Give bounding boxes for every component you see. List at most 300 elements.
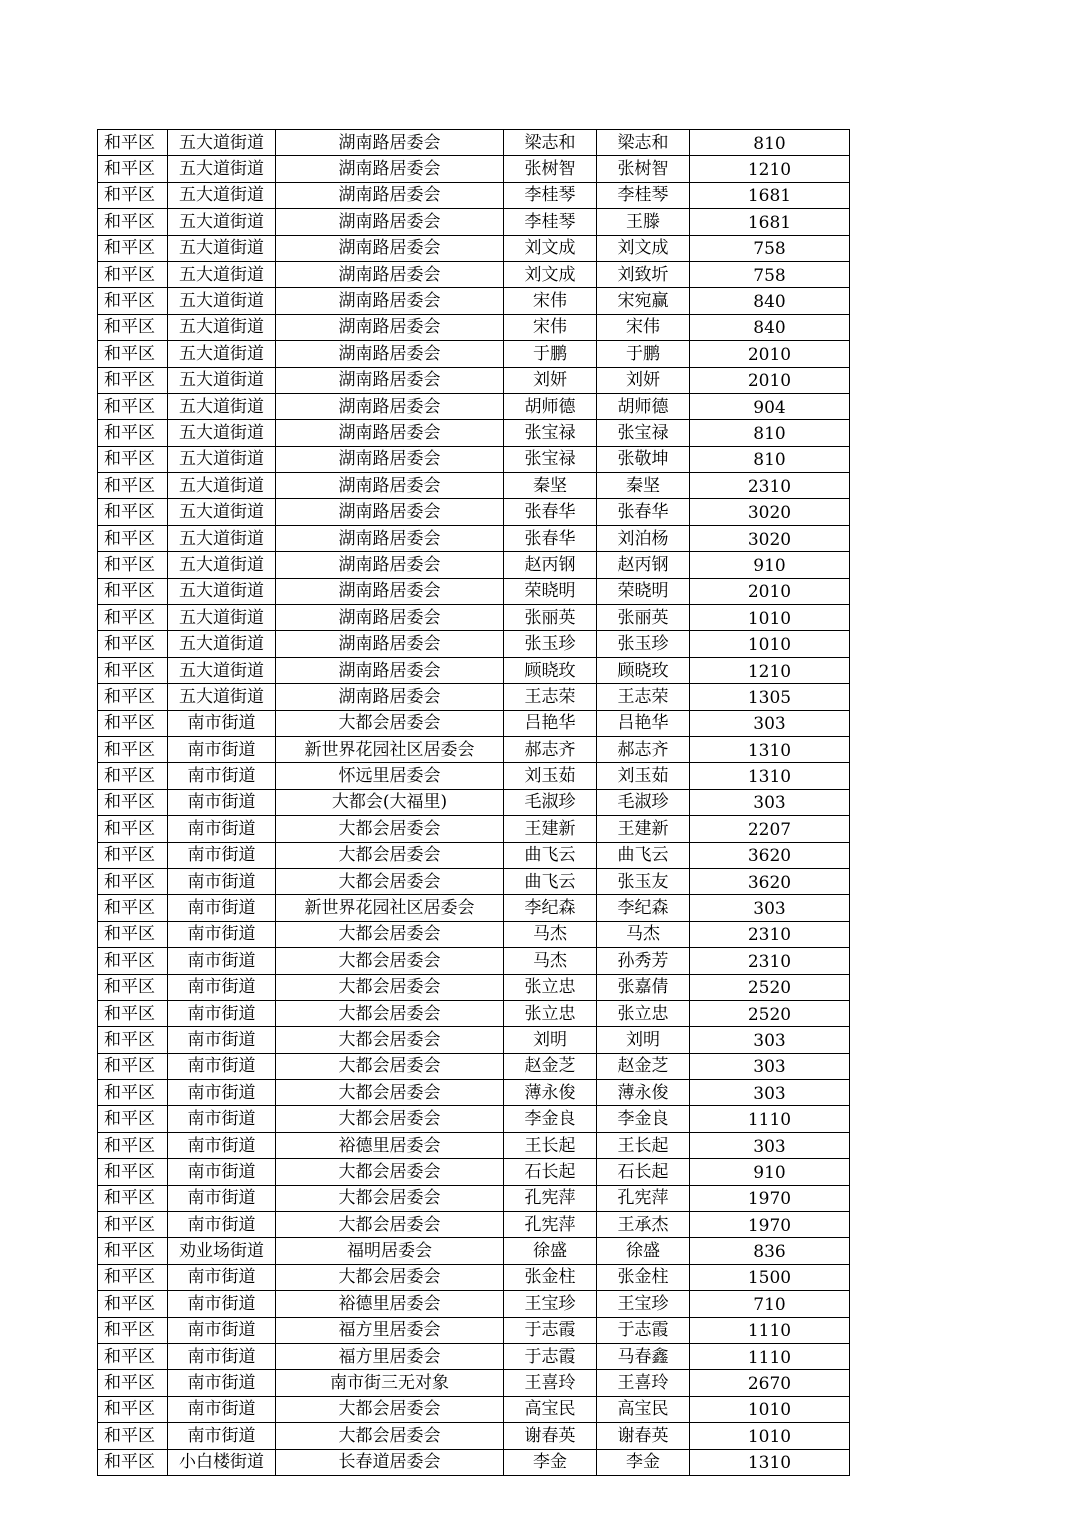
amount-cell: 910 [690, 1159, 850, 1185]
member-cell: 刘致圻 [597, 261, 690, 287]
district-cell: 和平区 [98, 948, 168, 974]
street-cell: 南市街道 [168, 1053, 276, 1079]
amount-cell: 1010 [690, 1423, 850, 1449]
district-cell: 和平区 [98, 1317, 168, 1343]
amount-cell: 1110 [690, 1317, 850, 1343]
applicant-cell: 王长起 [504, 1132, 597, 1158]
amount-cell: 3620 [690, 868, 850, 894]
applicant-cell: 马杰 [504, 948, 597, 974]
amount-cell: 303 [690, 1027, 850, 1053]
table-row [98, 974, 850, 1000]
applicant-cell: 宋伟 [504, 314, 597, 340]
applicant-cell: 张丽英 [504, 605, 597, 631]
district-cell: 和平区 [98, 1449, 168, 1475]
street-cell: 南市街道 [168, 763, 276, 789]
table-row [98, 182, 850, 208]
street-cell: 五大道街道 [168, 314, 276, 340]
amount-cell: 303 [690, 1053, 850, 1079]
member-cell: 薄永俊 [597, 1080, 690, 1106]
table-row [98, 605, 850, 631]
committee-cell: 大都会居委会 [276, 710, 504, 736]
member-cell: 张树智 [597, 156, 690, 182]
member-cell: 宋宛赢 [597, 288, 690, 314]
amount-cell: 1970 [690, 1212, 850, 1238]
amount-cell: 2310 [690, 948, 850, 974]
amount-cell: 2207 [690, 816, 850, 842]
applicant-cell: 薄永俊 [504, 1080, 597, 1106]
table-row [98, 710, 850, 736]
table-row [98, 1238, 850, 1264]
district-cell: 和平区 [98, 261, 168, 287]
committee-cell: 大都会居委会 [276, 868, 504, 894]
member-cell: 马春鑫 [597, 1343, 690, 1369]
member-cell: 吕艳华 [597, 710, 690, 736]
amount-cell: 1310 [690, 736, 850, 762]
street-cell: 南市街道 [168, 1396, 276, 1422]
applicant-cell: 李桂琴 [504, 182, 597, 208]
applicant-cell: 张金柱 [504, 1264, 597, 1290]
member-cell: 秦坚 [597, 473, 690, 499]
applicant-cell: 李金 [504, 1449, 597, 1475]
district-cell: 和平区 [98, 1080, 168, 1106]
street-cell: 五大道街道 [168, 446, 276, 472]
applicant-cell: 高宝民 [504, 1396, 597, 1422]
amount-cell: 1681 [690, 182, 850, 208]
committee-cell: 湖南路居委会 [276, 393, 504, 419]
district-cell: 和平区 [98, 868, 168, 894]
member-cell: 王喜玲 [597, 1370, 690, 1396]
table-row [98, 895, 850, 921]
street-cell: 南市街道 [168, 1027, 276, 1053]
member-cell: 荣晓明 [597, 578, 690, 604]
committee-cell: 湖南路居委会 [276, 130, 504, 156]
committee-cell: 湖南路居委会 [276, 631, 504, 657]
committee-cell: 湖南路居委会 [276, 473, 504, 499]
street-cell: 五大道街道 [168, 209, 276, 235]
street-cell: 五大道街道 [168, 552, 276, 578]
member-cell: 张春华 [597, 499, 690, 525]
committee-cell: 南市街三无对象 [276, 1370, 504, 1396]
district-cell: 和平区 [98, 1027, 168, 1053]
committee-cell: 长春道居委会 [276, 1449, 504, 1475]
committee-cell: 新世界花园社区居委会 [276, 736, 504, 762]
member-cell: 王滕 [597, 209, 690, 235]
member-cell: 石长起 [597, 1159, 690, 1185]
amount-cell: 1681 [690, 209, 850, 235]
street-cell: 南市街道 [168, 895, 276, 921]
street-cell: 南市街道 [168, 1317, 276, 1343]
member-cell: 郝志齐 [597, 736, 690, 762]
committee-cell: 大都会居委会 [276, 1396, 504, 1422]
applicant-cell: 王建新 [504, 816, 597, 842]
committee-cell: 湖南路居委会 [276, 499, 504, 525]
table-row [98, 1291, 850, 1317]
table-row [98, 288, 850, 314]
table-row [98, 1132, 850, 1158]
district-cell: 和平区 [98, 473, 168, 499]
applicant-cell: 胡师德 [504, 393, 597, 419]
committee-cell: 湖南路居委会 [276, 525, 504, 551]
applicant-cell: 刘玉茹 [504, 763, 597, 789]
applicant-cell: 曲飞云 [504, 842, 597, 868]
member-cell: 宋伟 [597, 314, 690, 340]
amount-cell: 3020 [690, 525, 850, 551]
amount-cell: 1210 [690, 156, 850, 182]
street-cell: 五大道街道 [168, 578, 276, 604]
district-cell: 和平区 [98, 367, 168, 393]
district-cell: 和平区 [98, 156, 168, 182]
applicant-cell: 王志荣 [504, 684, 597, 710]
street-cell: 南市街道 [168, 710, 276, 736]
committee-cell: 大都会居委会 [276, 1185, 504, 1211]
street-cell: 南市街道 [168, 1080, 276, 1106]
member-cell: 李桂琴 [597, 182, 690, 208]
amount-cell: 303 [690, 1132, 850, 1158]
applicant-cell: 张立忠 [504, 1000, 597, 1026]
district-cell: 和平区 [98, 288, 168, 314]
table-row [98, 684, 850, 710]
committee-cell: 大都会居委会 [276, 1080, 504, 1106]
table-row [98, 341, 850, 367]
table-row [98, 842, 850, 868]
district-cell: 和平区 [98, 1212, 168, 1238]
street-cell: 南市街道 [168, 1106, 276, 1132]
amount-cell: 810 [690, 130, 850, 156]
member-cell: 徐盛 [597, 1238, 690, 1264]
district-cell: 和平区 [98, 552, 168, 578]
member-cell: 刘玉茹 [597, 763, 690, 789]
applicant-cell: 谢春英 [504, 1423, 597, 1449]
table-row [98, 1317, 850, 1343]
member-cell: 刘泊杨 [597, 525, 690, 551]
committee-cell: 大都会居委会 [276, 1000, 504, 1026]
street-cell: 五大道街道 [168, 473, 276, 499]
street-cell: 南市街道 [168, 1000, 276, 1026]
member-cell: 刘妍 [597, 367, 690, 393]
committee-cell: 湖南路居委会 [276, 341, 504, 367]
member-cell: 刘文成 [597, 235, 690, 261]
table-row [98, 631, 850, 657]
member-cell: 李金 [597, 1449, 690, 1475]
street-cell: 南市街道 [168, 1291, 276, 1317]
district-cell: 和平区 [98, 314, 168, 340]
committee-cell: 湖南路居委会 [276, 684, 504, 710]
member-cell: 赵金芝 [597, 1053, 690, 1079]
committee-cell: 湖南路居委会 [276, 235, 504, 261]
street-cell: 南市街道 [168, 1423, 276, 1449]
table-row [98, 578, 850, 604]
committee-cell: 裕德里居委会 [276, 1132, 504, 1158]
amount-cell: 758 [690, 235, 850, 261]
committee-cell: 湖南路居委会 [276, 156, 504, 182]
table-row [98, 473, 850, 499]
applicant-cell: 张宝禄 [504, 446, 597, 472]
district-cell: 和平区 [98, 1000, 168, 1026]
street-cell: 小白楼街道 [168, 1449, 276, 1475]
street-cell: 南市街道 [168, 1132, 276, 1158]
applicant-cell: 刘妍 [504, 367, 597, 393]
committee-cell: 大都会居委会 [276, 1027, 504, 1053]
applicant-cell: 张树智 [504, 156, 597, 182]
committee-cell: 湖南路居委会 [276, 657, 504, 683]
applicant-cell: 李纪森 [504, 895, 597, 921]
member-cell: 李纪森 [597, 895, 690, 921]
applicant-cell: 张立忠 [504, 974, 597, 1000]
street-cell: 五大道街道 [168, 499, 276, 525]
table-row [98, 1264, 850, 1290]
amount-cell: 840 [690, 288, 850, 314]
committee-cell: 大都会居委会 [276, 1264, 504, 1290]
member-cell: 毛淑珍 [597, 789, 690, 815]
district-cell: 和平区 [98, 446, 168, 472]
committee-cell: 大都会居委会 [276, 1053, 504, 1079]
district-cell: 和平区 [98, 235, 168, 261]
table-body [98, 130, 850, 1476]
applicant-cell: 刘文成 [504, 261, 597, 287]
street-cell: 南市街道 [168, 921, 276, 947]
applicant-cell: 荣晓明 [504, 578, 597, 604]
table-row [98, 1159, 850, 1185]
table-row [98, 948, 850, 974]
amount-cell: 710 [690, 1291, 850, 1317]
table-row [98, 156, 850, 182]
committee-cell: 大都会居委会 [276, 1106, 504, 1132]
applicant-cell: 于志霞 [504, 1317, 597, 1343]
applicant-cell: 张春华 [504, 499, 597, 525]
district-cell: 和平区 [98, 1106, 168, 1132]
applicant-cell: 孔宪萍 [504, 1212, 597, 1238]
committee-cell: 湖南路居委会 [276, 367, 504, 393]
table-row [98, 367, 850, 393]
district-cell: 和平区 [98, 842, 168, 868]
member-cell: 李金良 [597, 1106, 690, 1132]
committee-cell: 大都会居委会 [276, 842, 504, 868]
street-cell: 五大道街道 [168, 367, 276, 393]
committee-cell: 大都会居委会 [276, 1423, 504, 1449]
table-row [98, 868, 850, 894]
applicant-cell: 刘文成 [504, 235, 597, 261]
applicant-cell: 张宝禄 [504, 420, 597, 446]
committee-cell: 湖南路居委会 [276, 288, 504, 314]
member-cell: 刘明 [597, 1027, 690, 1053]
member-cell: 张宝禄 [597, 420, 690, 446]
amount-cell: 904 [690, 393, 850, 419]
district-cell: 和平区 [98, 1238, 168, 1264]
street-cell: 五大道街道 [168, 261, 276, 287]
committee-cell: 湖南路居委会 [276, 552, 504, 578]
amount-cell: 2010 [690, 578, 850, 604]
street-cell: 南市街道 [168, 816, 276, 842]
amount-cell: 2010 [690, 341, 850, 367]
table-row [98, 314, 850, 340]
amount-cell: 836 [690, 1238, 850, 1264]
amount-cell: 1010 [690, 1396, 850, 1422]
district-cell: 和平区 [98, 1423, 168, 1449]
amount-cell: 303 [690, 895, 850, 921]
member-cell: 于志霞 [597, 1317, 690, 1343]
applicant-cell: 郝志齐 [504, 736, 597, 762]
member-cell: 张金柱 [597, 1264, 690, 1290]
table-row [98, 1080, 850, 1106]
street-cell: 劝业场街道 [168, 1238, 276, 1264]
amount-cell: 810 [690, 420, 850, 446]
street-cell: 南市街道 [168, 842, 276, 868]
table-row [98, 1106, 850, 1132]
member-cell: 张丽英 [597, 605, 690, 631]
street-cell: 南市街道 [168, 1370, 276, 1396]
table-row [98, 1212, 850, 1238]
applicant-cell: 赵金芝 [504, 1053, 597, 1079]
amount-cell: 1010 [690, 631, 850, 657]
committee-cell: 福明居委会 [276, 1238, 504, 1264]
table-row [98, 1053, 850, 1079]
street-cell: 南市街道 [168, 948, 276, 974]
table-row [98, 1185, 850, 1211]
committee-cell: 湖南路居委会 [276, 605, 504, 631]
member-cell: 高宝民 [597, 1396, 690, 1422]
table-row [98, 657, 850, 683]
amount-cell: 2310 [690, 473, 850, 499]
member-cell: 王承杰 [597, 1212, 690, 1238]
street-cell: 南市街道 [168, 1159, 276, 1185]
amount-cell: 2670 [690, 1370, 850, 1396]
amount-cell: 3620 [690, 842, 850, 868]
district-cell: 和平区 [98, 1053, 168, 1079]
street-cell: 南市街道 [168, 736, 276, 762]
amount-cell: 1110 [690, 1106, 850, 1132]
amount-cell: 1110 [690, 1343, 850, 1369]
street-cell: 南市街道 [168, 1264, 276, 1290]
table-row [98, 393, 850, 419]
amount-cell: 1010 [690, 605, 850, 631]
street-cell: 南市街道 [168, 974, 276, 1000]
committee-cell: 大都会(大福里) [276, 789, 504, 815]
district-cell: 和平区 [98, 1396, 168, 1422]
amount-cell: 303 [690, 710, 850, 736]
table-row [98, 736, 850, 762]
street-cell: 五大道街道 [168, 156, 276, 182]
committee-cell: 大都会居委会 [276, 816, 504, 842]
table-row [98, 1370, 850, 1396]
district-cell: 和平区 [98, 1185, 168, 1211]
street-cell: 五大道街道 [168, 684, 276, 710]
applicant-cell: 王喜玲 [504, 1370, 597, 1396]
table-row [98, 1027, 850, 1053]
applicant-cell: 李金良 [504, 1106, 597, 1132]
applicant-cell: 马杰 [504, 921, 597, 947]
data-table [97, 129, 850, 1476]
district-cell: 和平区 [98, 1159, 168, 1185]
applicant-cell: 王宝珍 [504, 1291, 597, 1317]
street-cell: 五大道街道 [168, 657, 276, 683]
applicant-cell: 张春华 [504, 525, 597, 551]
member-cell: 赵丙钢 [597, 552, 690, 578]
committee-cell: 福方里居委会 [276, 1343, 504, 1369]
street-cell: 五大道街道 [168, 631, 276, 657]
district-cell: 和平区 [98, 1370, 168, 1396]
district-cell: 和平区 [98, 631, 168, 657]
district-cell: 和平区 [98, 684, 168, 710]
district-cell: 和平区 [98, 1264, 168, 1290]
member-cell: 顾晓玫 [597, 657, 690, 683]
district-cell: 和平区 [98, 736, 168, 762]
applicant-cell: 曲飞云 [504, 868, 597, 894]
committee-cell: 怀远里居委会 [276, 763, 504, 789]
street-cell: 南市街道 [168, 868, 276, 894]
amount-cell: 758 [690, 261, 850, 287]
street-cell: 五大道街道 [168, 420, 276, 446]
table-row [98, 525, 850, 551]
amount-cell: 303 [690, 1080, 850, 1106]
district-cell: 和平区 [98, 1132, 168, 1158]
amount-cell: 840 [690, 314, 850, 340]
amount-cell: 2520 [690, 1000, 850, 1026]
district-cell: 和平区 [98, 341, 168, 367]
table-row [98, 1000, 850, 1026]
committee-cell: 裕德里居委会 [276, 1291, 504, 1317]
district-cell: 和平区 [98, 525, 168, 551]
member-cell: 孔宪萍 [597, 1185, 690, 1211]
applicant-cell: 于鹏 [504, 341, 597, 367]
district-cell: 和平区 [98, 974, 168, 1000]
applicant-cell: 赵丙钢 [504, 552, 597, 578]
applicant-cell: 石长起 [504, 1159, 597, 1185]
amount-cell: 2010 [690, 367, 850, 393]
committee-cell: 大都会居委会 [276, 948, 504, 974]
table-row [98, 499, 850, 525]
street-cell: 五大道街道 [168, 288, 276, 314]
street-cell: 五大道街道 [168, 525, 276, 551]
member-cell: 于鹏 [597, 341, 690, 367]
district-cell: 和平区 [98, 578, 168, 604]
table-row [98, 816, 850, 842]
amount-cell: 1305 [690, 684, 850, 710]
street-cell: 五大道街道 [168, 393, 276, 419]
amount-cell: 1970 [690, 1185, 850, 1211]
amount-cell: 810 [690, 446, 850, 472]
table-row [98, 235, 850, 261]
amount-cell: 303 [690, 789, 850, 815]
district-cell: 和平区 [98, 657, 168, 683]
committee-cell: 湖南路居委会 [276, 446, 504, 472]
member-cell: 张玉友 [597, 868, 690, 894]
street-cell: 五大道街道 [168, 182, 276, 208]
member-cell: 张玉珍 [597, 631, 690, 657]
member-cell: 王志荣 [597, 684, 690, 710]
committee-cell: 大都会居委会 [276, 1159, 504, 1185]
table-row [98, 446, 850, 472]
district-cell: 和平区 [98, 789, 168, 815]
table-row [98, 130, 850, 156]
table-row [98, 1449, 850, 1475]
district-cell: 和平区 [98, 420, 168, 446]
district-cell: 和平区 [98, 816, 168, 842]
member-cell: 王建新 [597, 816, 690, 842]
table-row [98, 921, 850, 947]
table-row [98, 1396, 850, 1422]
committee-cell: 福方里居委会 [276, 1317, 504, 1343]
district-cell: 和平区 [98, 209, 168, 235]
member-cell: 王长起 [597, 1132, 690, 1158]
committee-cell: 湖南路居委会 [276, 209, 504, 235]
committee-cell: 湖南路居委会 [276, 578, 504, 604]
member-cell: 马杰 [597, 921, 690, 947]
amount-cell: 910 [690, 552, 850, 578]
applicant-cell: 于志霞 [504, 1343, 597, 1369]
committee-cell: 大都会居委会 [276, 921, 504, 947]
district-cell: 和平区 [98, 921, 168, 947]
table-row [98, 420, 850, 446]
